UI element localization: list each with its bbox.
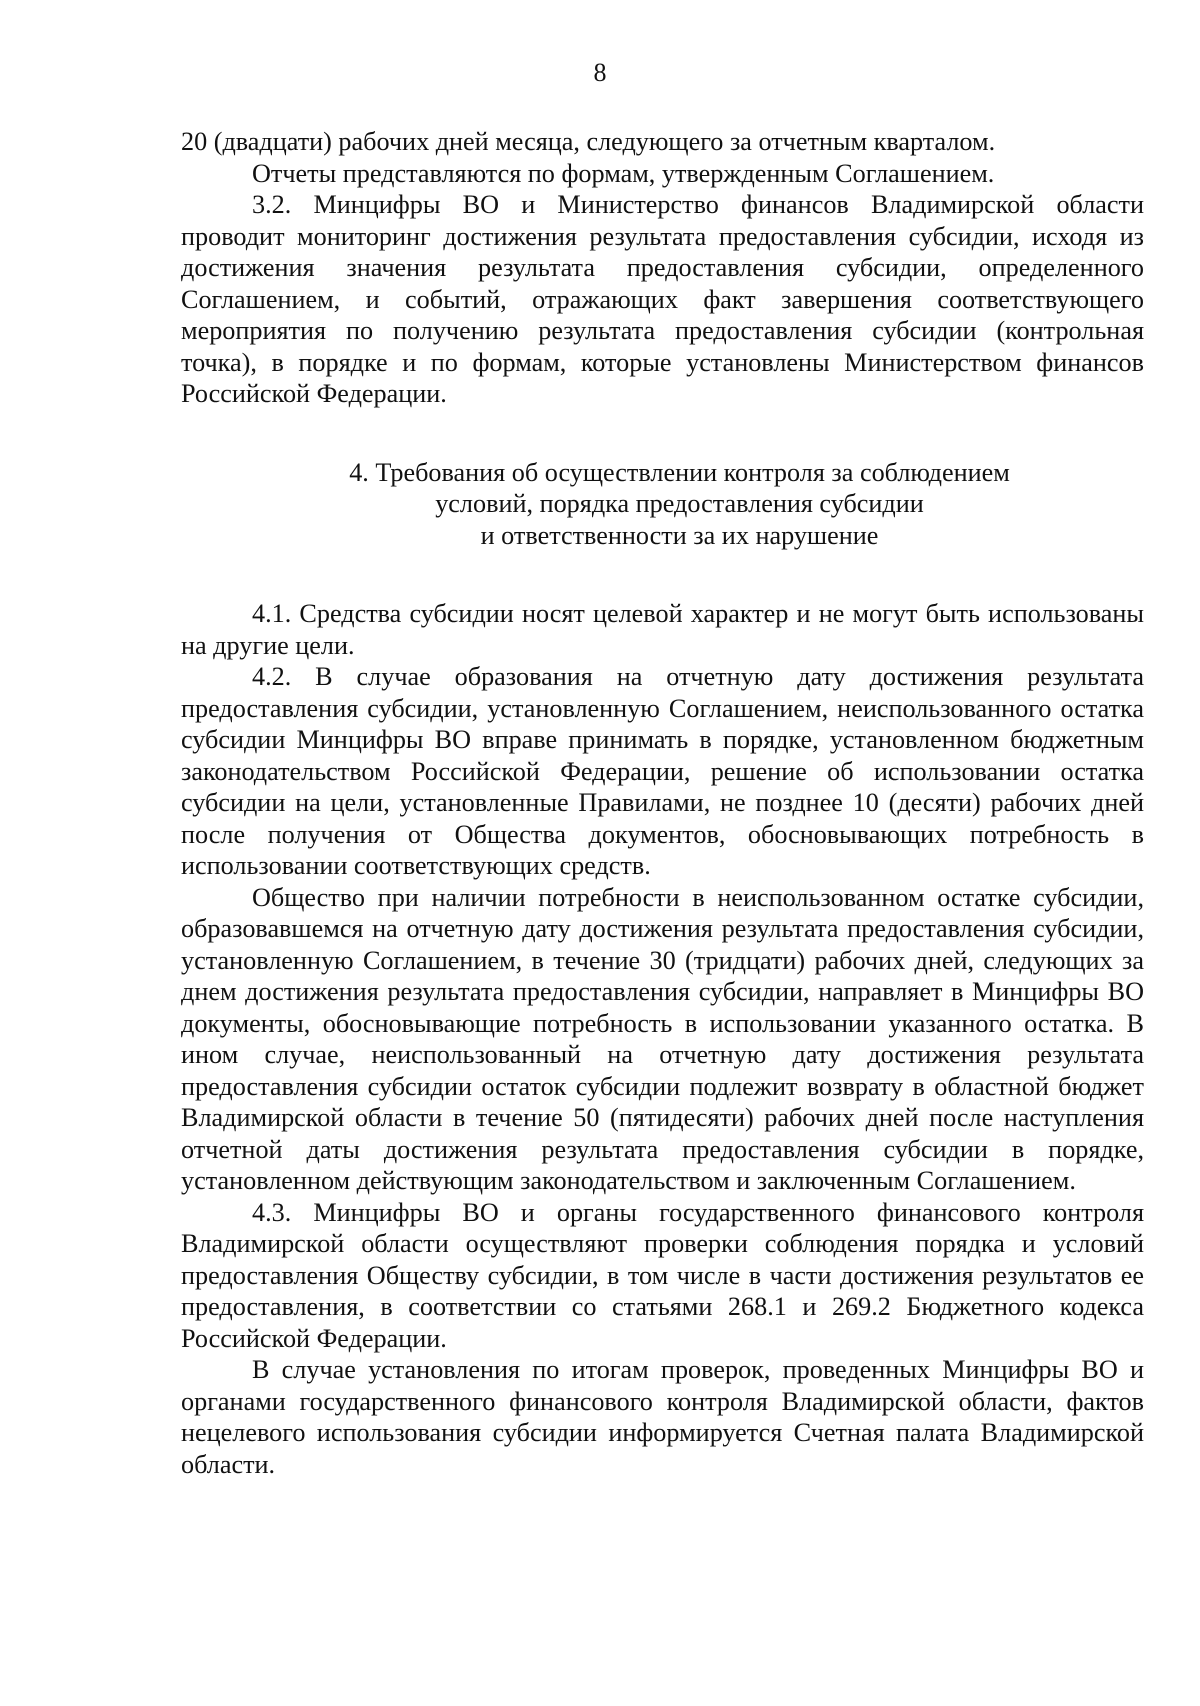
document-body (181, 126, 1144, 1480)
paragraph-3-2: 3.2. Минцифры ВО и Министерство финансов Владимирской области проводит мониторинг достижения результата предоставления субсидии, исходя из достижения значения результата предоставления субсидии, определенного Соглашением, и событий, отражающих факт завершения соответствующего мероприятия по получению результата предоставления субсидии (контрольная точка), в порядке и по формам, которые установлены Министерством финансов Российской Федерации. (181, 190, 1144, 408)
paragraph-4-3: 4.3. Минцифры ВО и органы государственного финансового контроля Владимирской области осуществляют проверки соблюдения порядка и условий предоставления Обществу субсидии, в том числе в части достижения результатов ее предоставления, в соответствии со статьями 268.1 и 269.2 Бюджетного кодекса Российской Федерации. (181, 1197, 1144, 1353)
paragraph-4-2: 4.2. В случае образования на отчетную дату достижения результата предоставления субсидии, установленную Соглашением, неиспользованного остатка субсидии Минцифры ВО вправе принимать в порядке, установленном бюджетным законодательством Российской Федерации, решение об использовании остатка субсидии на цели, установленные Правилами, не позднее 10 (десяти) рабочих дней после получения от Общества документов, обосновывающих потребность в использовании соответствующих средств. (181, 662, 1144, 880)
paragraph-society-remainder: Общество при наличии потребности в неиспользованном остатке субсидии, образовавшемся на отчетную дату достижения результата предоставления субсидии, установленную Соглашением, в течение 30 (тридцати) рабочих дней, следующих за днем достижения результата предоставления субсидии, направляет в Минцифры ВО документы, обосновывающие потребность в использовании указанного остатка. В ином случае, неиспользованный на отчетную дату достижения результата предоставления субсидии остаток субсидии подлежит возврату в областной бюджет Владимирской области в течение 50 (пятидесяти) рабочих дней после наступления отчетной даты достижения результата предоставления субсидии в порядке, установленном действующим законодательством и заключенным Соглашением. (181, 882, 1144, 1195)
paragraph-4-1: 4.1. Средства субсидии носят целевой характер и не могут быть использованы на другие цели. (181, 599, 1144, 660)
page-number: 8 (593, 58, 607, 87)
paragraph-audit-findings: В случае установления по итогам проверок, проведенных Минцифры ВО и органами государственного финансового контроля Владимирской области, фактов нецелевого использования субсидии информируется Счетная палата Владимирской области. (181, 1355, 1144, 1479)
section-heading-line: условий, порядка предоставления субсидии (435, 489, 924, 518)
section-4-heading (181, 457, 1144, 552)
section-heading-line: и ответственности за их нарушение (480, 520, 879, 550)
section-heading-line: 4. Требования об осуществлении контроля за соблюдением (349, 457, 1010, 487)
paragraph-report-forms: Отчеты представляются по формам, утвержденным Соглашением. (252, 158, 995, 188)
paragraph-continuation: 20 (двадцати) рабочих дней месяца, следующего за отчетным кварталом. (181, 127, 996, 156)
